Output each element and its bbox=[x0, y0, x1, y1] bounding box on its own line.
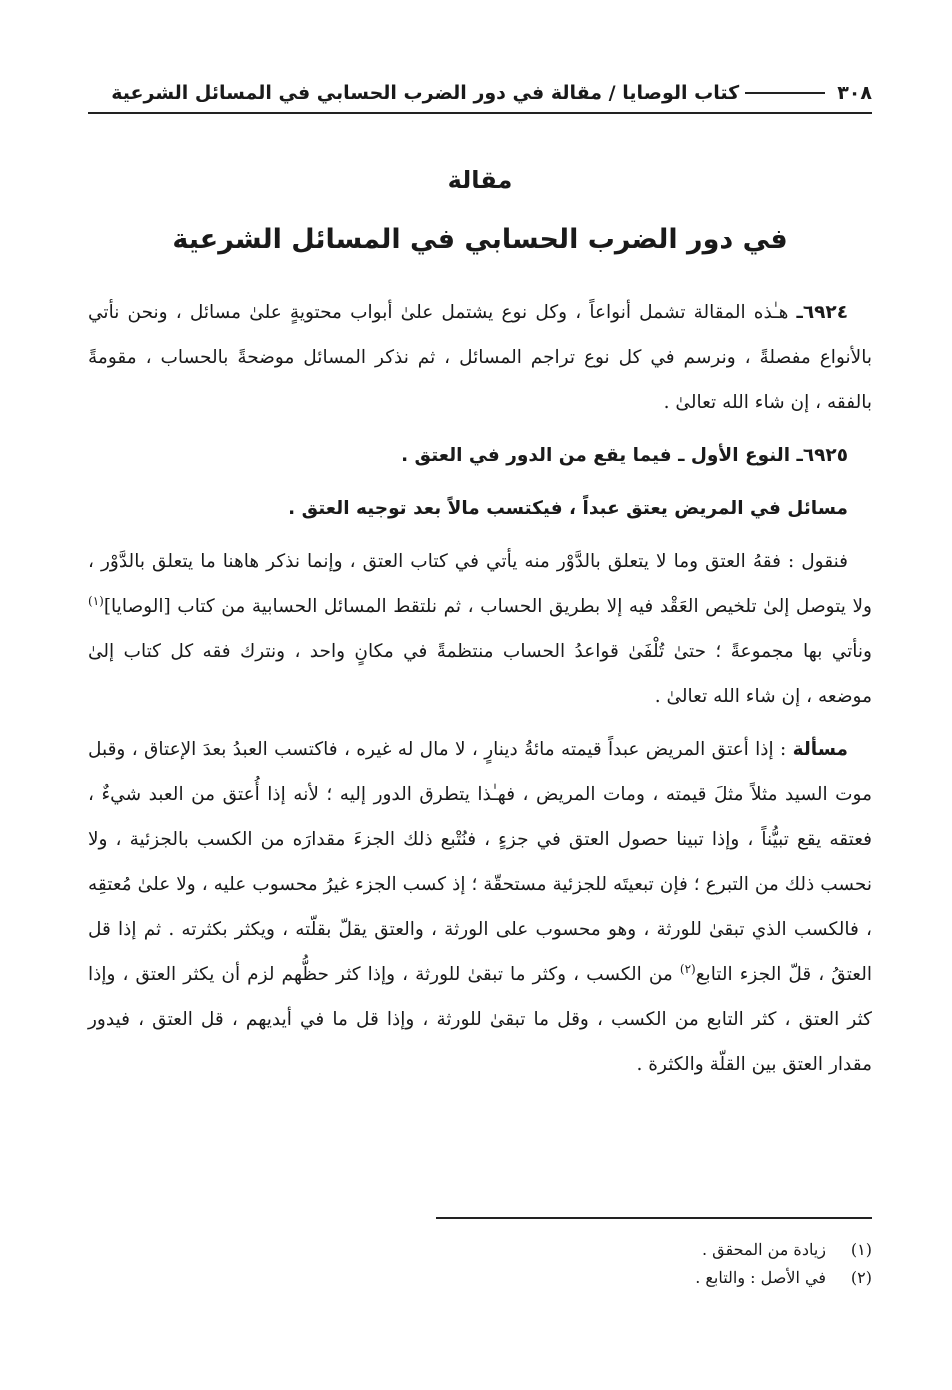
paragraph-mas-ala bbox=[88, 727, 872, 1087]
mas-ala-label: مسألة bbox=[792, 739, 848, 760]
article-subtitle: في دور الضرب الحسابي في المسائل الشرعية bbox=[172, 224, 788, 255]
section-subheading: مسائل في المريض يعتق عبداً ، فيكتسب مالاً بعد توجيه العتق . bbox=[288, 498, 848, 519]
page-number: ٣٠٨ bbox=[837, 82, 872, 104]
footnotes bbox=[88, 1236, 872, 1292]
main-text bbox=[88, 290, 872, 1095]
paragraph-6924 bbox=[88, 290, 872, 425]
page bbox=[88, 0, 872, 1390]
paragraph-text: من الكسب ، وكثر ما تبقىٰ للورثة ، وإذا كثر حظُّهم لزم أن يكثر العتق ، وإذا كثر العتق ، كثر التابع من الكسب ، وقل ما تبقىٰ للورثة ، وإذا قل ما في أيديهم ، قل العتق ، فيدور مقدار العتق بين القلّة والكثرة . bbox=[88, 964, 872, 1075]
paragraph-text: ونأتي بها مجموعةً ؛ حتىٰ تُلْفَىٰ قواعدُ الحساب منتظمةً في مكانٍ واحد ، ونترك فقه كل كتاب إلىٰ موضعه ، إن شاء الله تعالىٰ . bbox=[88, 641, 872, 707]
paragraph-intro bbox=[88, 539, 872, 719]
footnote-number: (١) bbox=[850, 1240, 872, 1259]
paragraph-text: هـٰذه المقالة تشمل أنواعاً ، وكل نوع يشتمل علىٰ أبواب محتويةٍ علىٰ مسائل ، ونحن نأتي بالأنواع مفصلةً ، ونرسم في كل نوع تراجم المسائل ، ثم نذكر المسائل موضحةً بالحساب ، مقومةً بالفقه ، إن شاء الله تعالىٰ . bbox=[88, 302, 872, 413]
paragraph-text: : إذا أعتق المريض عبداً قيمته مائةُ دينارٍ ، لا مال له غيره ، فاكتسب العبدُ بعدَ الإعتاق ، وقبل موت السيد مثلاً مثلَ قيمته ، ومات المريض ، فهـٰذا يتطرق الدور إليه ؛ لأنه إذا أُعتق من العبد شيءٌ ، فعتقه يقع تبيُّناً ، وإذا تبينا حصول العتق في جزءٍ ، فنُتْبع ذلك الجزءَ مقدارَه من الكسب بالجزئية ، ولا نحسب ذلك من التبرع ؛ فإن تبعيتَه للجزئية مستحقّة ؛ إذ كسب الجزء غيرُ محسوب عليه ، ولا علىٰ مُعتقِه ، فالكسب الذي تبقىٰ للورثة ، وهو محسوب على الورثة ، والعتق يقلّ بقلّته ، ويكثر بكثرته . ثم إذا قل العتقُ ، قلّ الجزء التابع bbox=[88, 739, 872, 985]
paragraph-text: فنقول : فقهُ العتق وما لا يتعلق بالدَّوْر منه يأتي في كتاب العتق ، وإنما نذكر هاهنا ما يتعلق بالدَّوْر ، ولا يتوصل إلىٰ تلخيص العَقْد فيه إلا بطريق الحساب ، ثم نلتقط المسائل الحسابية من كتاب [الوصايا] bbox=[88, 551, 872, 617]
footnote-ref-2: (٢) bbox=[679, 961, 696, 976]
footnote-text: في الأصل : والتابع . bbox=[695, 1268, 826, 1287]
footnote-divider bbox=[436, 1217, 872, 1219]
running-title: كتاب الوصايا / مقالة في دور الضرب الحسابي في المسائل الشرعية bbox=[111, 82, 740, 104]
footnote-item bbox=[88, 1236, 872, 1264]
article-title: مقالة bbox=[447, 166, 513, 194]
footnote-text: زيادة من المحقق . bbox=[702, 1240, 826, 1259]
paragraph-number: ٦٩٢٤ـ bbox=[796, 302, 848, 323]
footnote-item bbox=[88, 1264, 872, 1292]
section-heading-6925: ٦٩٢٥ـ النوع الأول ـ فيما يقع من الدور في العتق . bbox=[401, 445, 848, 466]
footnote-ref-1: (١) bbox=[88, 593, 104, 608]
header-rule bbox=[745, 92, 825, 94]
footnote-number: (٢) bbox=[850, 1268, 872, 1287]
running-header bbox=[88, 74, 872, 114]
